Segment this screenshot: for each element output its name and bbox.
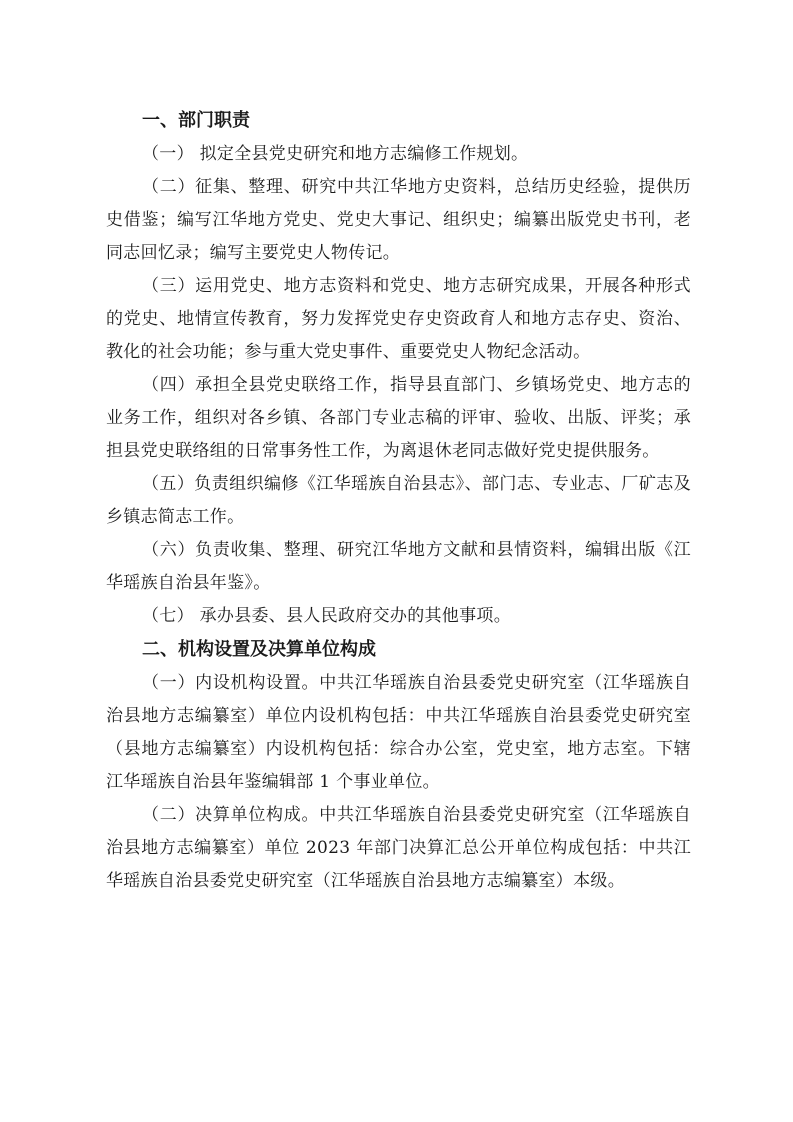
section-heading-duties: 一、部门职责: [142, 110, 250, 131]
paragraph-duty-3: （三）运用党史、地方志资料和党史、地方志研究成果，开展各种形式的党史、地情宣传教育，努力发挥党史存史资政育人和地方志存史、资治、教化的社会功能；参与重大党史事件、重要党史人物纪念活动。: [106, 276, 691, 362]
paragraph-duty-6: （六）负责收集、整理、研究江华地方文献和县情资料，编辑出版《江华瑶族自治县年鉴》。: [106, 540, 691, 593]
paragraph-structure-1: （一）内设机构设置。中共江华瑶族自治县委党史研究室（江华瑶族自治县地方志编纂室）单位内设机构包括：中共江华瑶族自治县委党史研究室（县地方志编纂室）内设机构包括：综合办公室，党史室，地方志室。下辖江华瑶族自治县年鉴编辑部 1 个事业单位。: [106, 673, 691, 792]
paragraph-duty-4: （四）承担全县党史联络工作，指导县直部门、乡镇场党史、地方志的业务工作，组织对各乡镇、各部门专业志稿的评审、验收、出版、评奖；承担县党史联络组的日常事务性工作，为离退休老同志做好党史提供服务。: [106, 375, 691, 461]
section-heading-structure: 二、机构设置及决算单位构成: [142, 639, 376, 660]
paragraph-duty-7: （七） 承办县委、县人民政府交办的其他事项。: [142, 606, 512, 626]
document-body: [106, 104, 691, 898]
paragraph-duty-5: （五）负责组织编修《江华瑶族自治县志》、部门志、专业志、厂矿志及乡镇志简志工作。: [106, 474, 691, 527]
paragraph-duty-1: （一） 拟定全县党史研究和地方志编修工作规划。: [142, 144, 529, 164]
paragraph-duty-2: （二）征集、整理、研究中共江华地方史资料，总结历史经验，提供历史借鉴；编写江华地方党史、党史大事记、组织史；编纂出版党史书刊，老同志回忆录；编写主要党史人物传记。: [106, 177, 691, 263]
paragraph-structure-2: （二）决算单位构成。中共江华瑶族自治县委党史研究室（江华瑶族自治县地方志编纂室）单位 2023 年部门决算汇总公开单位构成包括：中共江华瑶族自治县委党史研究室（江华瑶族自治县地方志编纂室）本级。: [106, 805, 691, 891]
